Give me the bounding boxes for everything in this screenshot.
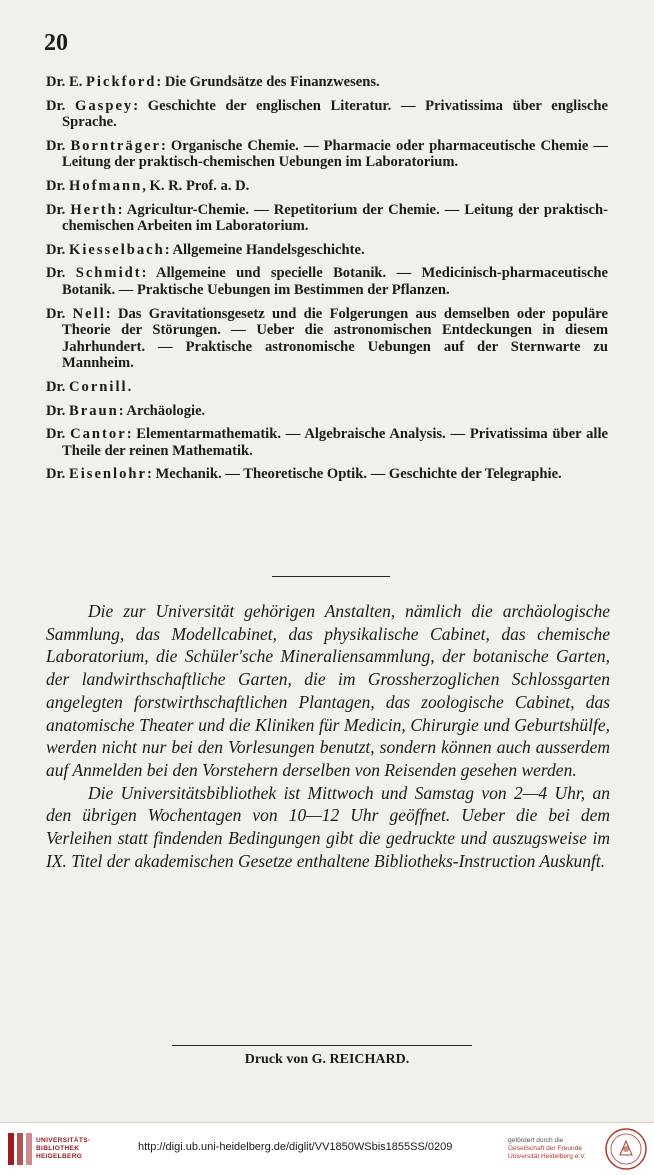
paragraph-institutions: Die zur Universität gehörigen Anstalten, nämlich die archäologische Sammlung, das Modellcabinet, das physikalische Cabinet, das chemische Laboratorium, die Schüler'sche Mineraliensammlung, der botanische Garten, der landwirthschaftliche Garten, die im Grossherzoglichen Schlossgarten angelegten forstwirthschaftlichen Plantagen, das zoologische Cabinet, das anatomische Theater und die Kliniken für Medicin, Chirurgie und Geburtshülfe, werden nicht nur bei den Vorlesungen benutzt, sondern können auch ausserdem auf Anmelden bei den Vorstehern derselben von Reisenden gesehen werden. (46, 601, 610, 780)
notice-text (46, 600, 610, 872)
funder-credit: gefördert durch die Gesellschaft der Freunde Universität Heidelberg e.V. (508, 1137, 586, 1160)
lecture-entry: Dr. Herth: Agricultur-Chemie. — Repetitorium der Chemie. — Leitung der praktisch-chemischen Arbeiten im Laboratorium. (46, 201, 608, 235)
library-logo-text: UNIVERSITÄTS- BIBLIOTHEK HEIDELBERG (36, 1137, 91, 1160)
viewer-footer (0, 1122, 654, 1175)
lecture-entry: Dr. Hofmann, K. R. Prof. a. D. (46, 177, 250, 194)
lecturer-name: Hofmann (68, 177, 143, 194)
paragraph-library: Die Universitätsbibliothek ist Mittwoch und Samstag von 2—4 Uhr, an den übrigen Wochentagen von 10—12 Uhr geöffnet. Ueber die bei dem Verleihen statt findenden Bedingungen gibt die gedruckte und auszugsweise im IX. Titel der akademischen Gesetze enthaltene Bibliotheks-Instruction Auskunft. (46, 782, 610, 871)
lecturer-name: Herth (70, 201, 118, 218)
lecture-entry: Dr. Cornill. (46, 378, 132, 395)
lecturer-name: Kiesselbach (68, 241, 165, 258)
lecturer-name: Gaspey (75, 97, 134, 114)
lecturer-name: Schmidt (75, 265, 142, 282)
lecture-entry: Dr. Eisenlohr: Mechanik. — Theoretische Optik. — Geschichte der Telegraphie. (46, 466, 562, 483)
lecture-entry: Dr. Nell: Das Gravitationsgesetz und die Folgerungen aus demselben oder populäre Theorie der Störungen. — Ueber die astronomischen Entdeckungen in diesem Jahrhundert. — Praktische astronomische Uebungen auf der Sternwarte zu Mannheim. (46, 305, 608, 372)
lecture-entry: Dr. Schmidt: Allgemeine und specielle Botanik. — Medicinisch-pharmaceutische Botanik. — Praktische Uebungen im Bestimmen der Pflanzen. (46, 265, 608, 298)
imprint-divider (172, 1045, 472, 1046)
lecturer-name: Bornträger (70, 137, 161, 154)
permalink-url[interactable]: http://digi.ub.uni-heidelberg.de/diglit/VV1850WSbis1855SS/0209 (138, 1141, 453, 1153)
lecturer-name: Eisenlohr (68, 466, 147, 483)
section-divider (272, 576, 390, 577)
lecture-entry: Dr. Braun: Archäologie. (46, 402, 206, 419)
university-library-logo-icon (8, 1131, 32, 1167)
lecturer-name: Cantor (70, 426, 127, 443)
lecture-entry: Dr. Cantor: Elementarmathematik. — Algebraische Analysis. — Privatissima über alle Theile der reinen Mathematik. (46, 426, 608, 459)
lecture-entry: Dr. E. Pickford: Die Grundsätze des Finanzwesens. (46, 74, 380, 90)
lecture-entry: Dr. Kiesselbach: Allgemeine Handelsgeschichte. (46, 241, 365, 258)
page-number: 20 (44, 30, 68, 56)
lecturer-name: Pickford (86, 74, 157, 90)
lecturer-name: Nell (72, 305, 106, 322)
lecturer-name: Cornill (68, 378, 128, 395)
lecture-entry: Dr. Gaspey: Geschichte der englischen Literatur. — Privatissima über englische Sprache. (46, 97, 609, 131)
university-seal-icon (604, 1127, 648, 1171)
printer-imprint: Druck von G. REICHARD. (244, 1052, 410, 1067)
lecturer-name: Braun (68, 402, 119, 419)
lecture-entry: Dr. Bornträger: Organische Chemie. — Pharmacie oder pharmaceutische Chemie — Leitung der praktisch-chemischen Uebungen im Laboratorium. (46, 137, 608, 171)
lecture-list (46, 74, 608, 490)
